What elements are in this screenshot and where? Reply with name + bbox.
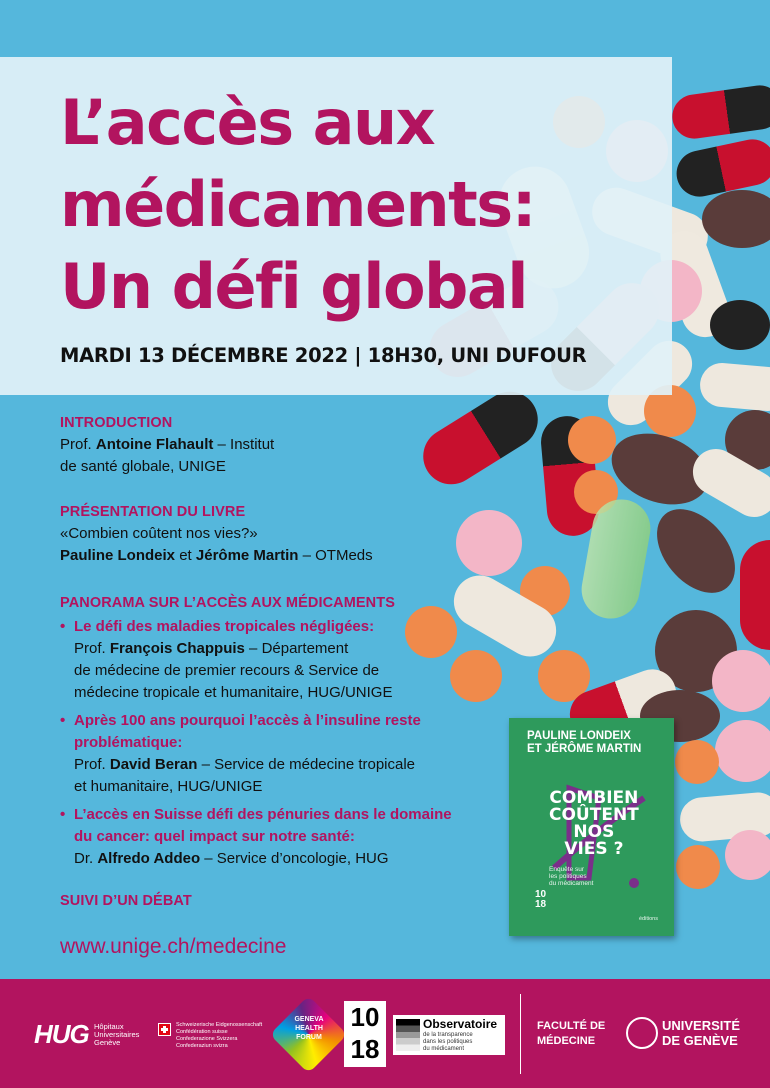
panorama-item-2-speaker: Prof. David Beran – Service de médecine tropicale bbox=[74, 756, 416, 773]
faculty-logo: FACULTÉ DE MÉDECINE bbox=[537, 1020, 606, 1047]
panorama-item-3-speaker: Dr. Alfredo Addeo – Service d’oncologie, HUG bbox=[74, 850, 389, 867]
book-cover bbox=[509, 718, 674, 936]
book-cover-authors: PAULINE LONDEIX ET JÉRÔME MARTIN bbox=[527, 730, 642, 755]
footer-logos bbox=[0, 979, 770, 1088]
intro-heading: INTRODUCTION bbox=[60, 415, 173, 431]
swiss-flag-icon bbox=[158, 1023, 171, 1036]
panorama-item-1-speaker: Prof. François Chappuis – Département bbox=[74, 640, 349, 657]
swiss-confederation-text: Schweizerische Eidgenossenschaft Confédération suisse Confederazione Svizzera Confederaziun svizra bbox=[176, 1022, 263, 1049]
page-title bbox=[60, 82, 535, 328]
panorama-item-3-topic: L’accès en Suisse défi des pénuries dans le domaine bbox=[74, 806, 452, 823]
book-cover-imprint: 10 18 bbox=[535, 889, 547, 910]
panorama-item-2-aff2: et humanitaire, HUG/UNIGE bbox=[74, 778, 263, 795]
panorama-item-2-topic: Après 100 ans pourquoi l’accès à l’insuline reste bbox=[74, 712, 421, 729]
panorama-item-1-aff3: médecine tropicale et humanitaire, HUG/UNIGE bbox=[74, 684, 393, 701]
bullet-icon: • bbox=[60, 712, 66, 729]
website-link[interactable]: www.unige.ch/medecine bbox=[60, 935, 287, 958]
presentation-heading: PRÉSENTATION DU LIVRE bbox=[60, 504, 246, 520]
observatoire-logo: Observatoire de la transparence dans les politiques du médicament bbox=[393, 1015, 505, 1055]
footer-divider bbox=[520, 994, 521, 1074]
panorama-item-2-topic2: problématique: bbox=[74, 734, 183, 751]
book-title: «Combien coûtent nos vies?» bbox=[60, 525, 258, 542]
book-cover-publisher: éditions bbox=[639, 916, 658, 922]
title-line-3: Un défi global bbox=[60, 250, 528, 323]
hug-text: Hôpitaux Universitaires Genève bbox=[94, 1022, 140, 1047]
intro-affiliation: de santé globale, UNIGE bbox=[60, 458, 226, 475]
panorama-heading: PANORAMA SUR L’ACCÈS AUX MÉDICAMENTS bbox=[60, 595, 395, 611]
geneva-health-forum-text: GENEVA HEALTH FORUM bbox=[294, 1016, 324, 1041]
panorama-item-3-topic2: du cancer: quel impact sur notre santé: bbox=[74, 828, 355, 845]
intro-speaker: Prof. Antoine Flahault – Institut bbox=[60, 436, 275, 453]
title-line-1: L’accès aux bbox=[60, 86, 435, 159]
hug-logo: HUG bbox=[34, 1019, 89, 1049]
followup-heading: SUIVI D’UN DÉBAT bbox=[60, 893, 192, 909]
event-date: MARDI 13 DÉCEMBRE 2022 | 18H30, UNI DUFOUR bbox=[60, 344, 587, 367]
panorama-item-1-topic: Le défi des maladies tropicales négligées: bbox=[74, 618, 375, 635]
speaker-name: Antoine Flahault bbox=[95, 436, 214, 453]
unige-logo: UNIVERSITÉ DE GENÈVE bbox=[662, 1018, 741, 1048]
book-cover-subtitle: Enquête sur les politiques du médicament bbox=[549, 866, 594, 887]
bullet-icon: • bbox=[60, 806, 66, 823]
book-authors: Pauline Londeix et Jérôme Martin – OTMeds bbox=[60, 547, 373, 564]
book-cover-title: COMBIEN COÛTENT NOS VIES ? bbox=[549, 788, 639, 859]
title-line-2: médicaments: bbox=[60, 168, 536, 241]
10-18-logo: 10 18 bbox=[344, 1001, 386, 1067]
bullet-icon: • bbox=[60, 618, 66, 635]
panorama-item-1-aff2: de médecine de premier recours & Service de bbox=[74, 662, 380, 679]
unige-seal-icon bbox=[626, 1017, 658, 1049]
